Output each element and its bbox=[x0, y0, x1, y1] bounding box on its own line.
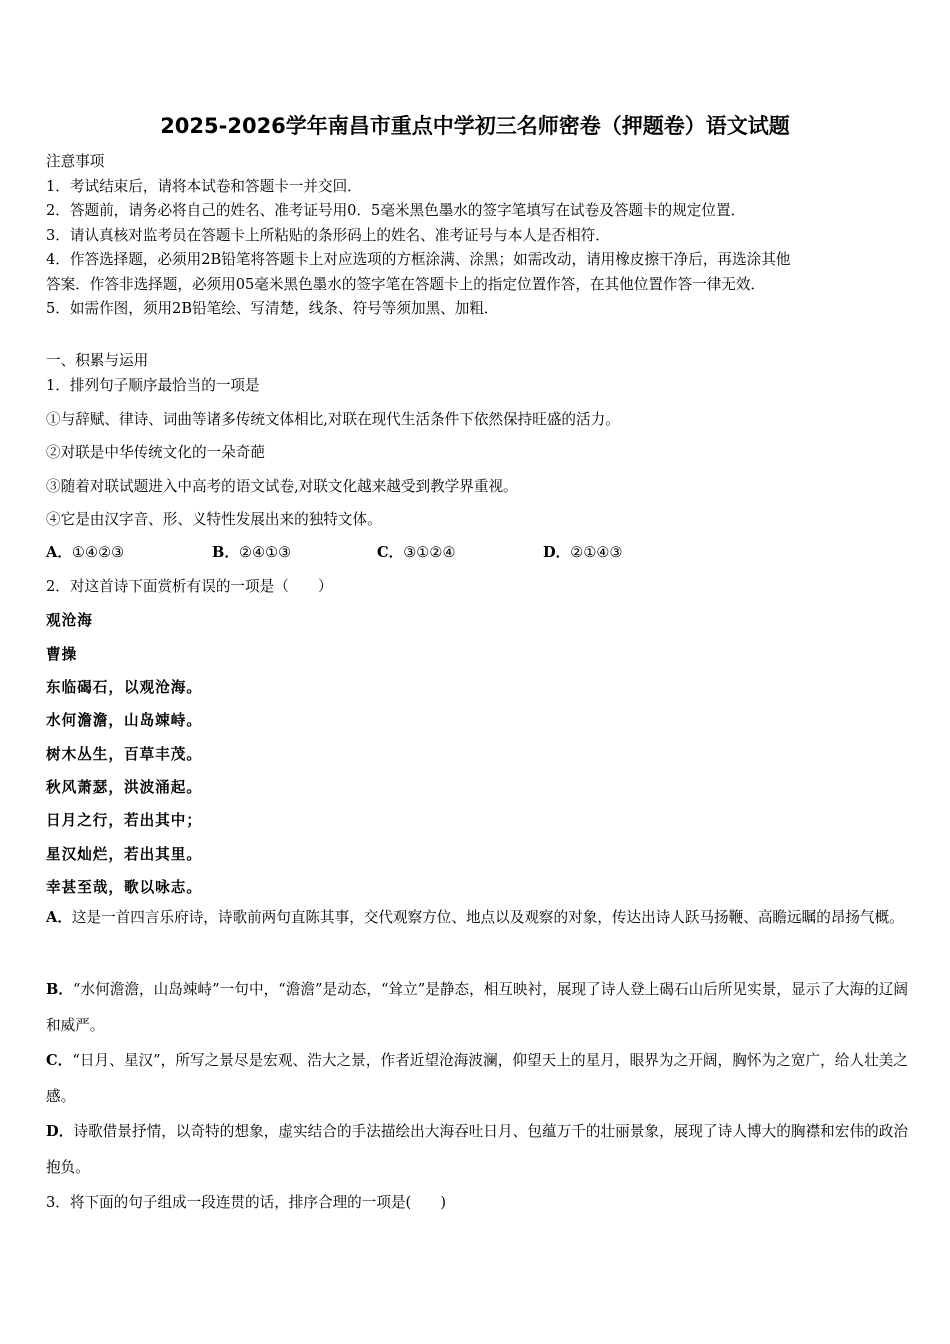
poem-line: 幸甚至哉，歌以咏志。 bbox=[46, 879, 202, 896]
question-2-option-b bbox=[46, 972, 908, 1044]
question-2-stem: 2．对这首诗下面赏析有误的一项是（ ） bbox=[46, 578, 333, 595]
question-1-sentence: ③随着对联试题进入中高考的语文试卷,对联文化越来越受到教学界重视。 bbox=[46, 478, 518, 495]
question-1-stem: 1．排列句子顺序最恰当的一项是 bbox=[46, 377, 260, 394]
question-2-option-a bbox=[46, 900, 908, 936]
notice-section bbox=[46, 150, 908, 322]
option-d bbox=[543, 541, 623, 562]
option-label: D． bbox=[543, 544, 571, 561]
option-text: 诗歌借景抒情，以奇特的想象，虚实结合的手法描绘出大海吞吐日月、包蕴万千的壮丽景象，展现了诗人博大的胸襟和宏伟的政治抱负。 bbox=[46, 1123, 908, 1176]
poem-line: 水何澹澹，山岛竦峙。 bbox=[46, 712, 202, 729]
question-2-option-c bbox=[46, 1043, 908, 1115]
question-1-sentence: ④它是由汉字音、形、义特性发展出来的独特文体。 bbox=[46, 511, 382, 528]
option-label: A． bbox=[46, 909, 72, 926]
notice-item: 答案．作答非选择题，必须用05毫米黑色墨水的签字笔在答题卡上的指定位置作答，在其他位置作答一律无效． bbox=[46, 275, 766, 293]
notice-item: 2．答题前，请务必将自己的姓名、准考证号用0．5毫米黑色墨水的签字笔填写在试卷及答题卡的规定位置． bbox=[46, 202, 746, 219]
question-1-sentence: ②对联是中华传统文化的一朵奇葩 bbox=[46, 444, 265, 461]
notice-item: 3．请认真核对监考员在答题卡上所粘贴的条形码上的姓名、准考证号与本人是否相符． bbox=[46, 226, 610, 244]
poem-line: 星汉灿烂，若出其里。 bbox=[46, 846, 202, 863]
section-heading: 一、积累与运用 bbox=[46, 352, 149, 369]
option-a bbox=[46, 541, 124, 562]
question-3-stem: 3．将下面的句子组成一段连贯的话，排序合理的一项是( ) bbox=[46, 1194, 447, 1211]
option-c bbox=[377, 541, 456, 562]
notice-item: 1．考试结束后，请将本试卷和答题卡一并交回． bbox=[46, 177, 362, 195]
page-title: 2025-2026学年南昌市重点中学初三名师密卷（押题卷）语文试题 bbox=[160, 114, 790, 138]
option-text: ②④①③ bbox=[238, 544, 292, 561]
option-label: C． bbox=[377, 544, 404, 561]
poem-line: 树木丛生，百草丰茂。 bbox=[46, 746, 202, 763]
option-b bbox=[212, 541, 291, 562]
option-text: ①④②③ bbox=[71, 544, 125, 561]
option-label: C． bbox=[46, 1052, 73, 1069]
option-label: D． bbox=[46, 1123, 74, 1140]
poem-line: 日月之行，若出其中； bbox=[46, 812, 202, 829]
poem-title: 观沧海 bbox=[46, 612, 93, 629]
option-label: B． bbox=[212, 544, 239, 561]
poem-line: 秋风萧瑟，洪波涌起。 bbox=[46, 779, 202, 796]
notice-item: 4．作答选择题，必须用2B铅笔将答题卡上对应选项的方框涂满、涂黑；如需改动，请用橡皮擦干净后，再选涂其他 bbox=[46, 251, 791, 268]
option-label: B． bbox=[46, 981, 74, 998]
option-text: “水何澹澹，山岛竦峙”一句中，“澹澹”是动态，“耸立”是静态，相互映衬，展现了诗人登上碣石山后所见实景，显示了大海的辽阔和威严。 bbox=[46, 981, 908, 1034]
notice-heading: 注意事项 bbox=[46, 153, 105, 170]
option-text: ③①②④ bbox=[403, 544, 456, 561]
poem-line: 东临碣石，以观沧海。 bbox=[46, 679, 202, 696]
poem-author: 曹操 bbox=[46, 646, 78, 663]
option-text: “日月、星汉”，所写之景尽是宏观、浩大之景，作者近望沧海波澜，仰望天上的星月，眼界为之开阔，胸怀为之宽广，给人壮美之感。 bbox=[46, 1052, 908, 1105]
option-label: A． bbox=[46, 544, 72, 561]
option-text: ②①④③ bbox=[570, 544, 623, 561]
notice-item: 5．如需作图，须用2B铅笔绘、写清楚，线条、符号等须加黑、加粗． bbox=[46, 300, 499, 317]
question-2-option-d bbox=[46, 1114, 908, 1186]
option-text: 这是一首四言乐府诗，诗歌前两句直陈其事，交代观察方位、地点以及观察的对象，传达出诗人跃马扬鞭、高瞻远瞩的昂扬气概。 bbox=[71, 909, 904, 926]
question-1-sentence: ①与辞赋、律诗、词曲等诸多传统文体相比,对联在现代生活条件下依然保持旺盛的活力。 bbox=[46, 411, 620, 428]
